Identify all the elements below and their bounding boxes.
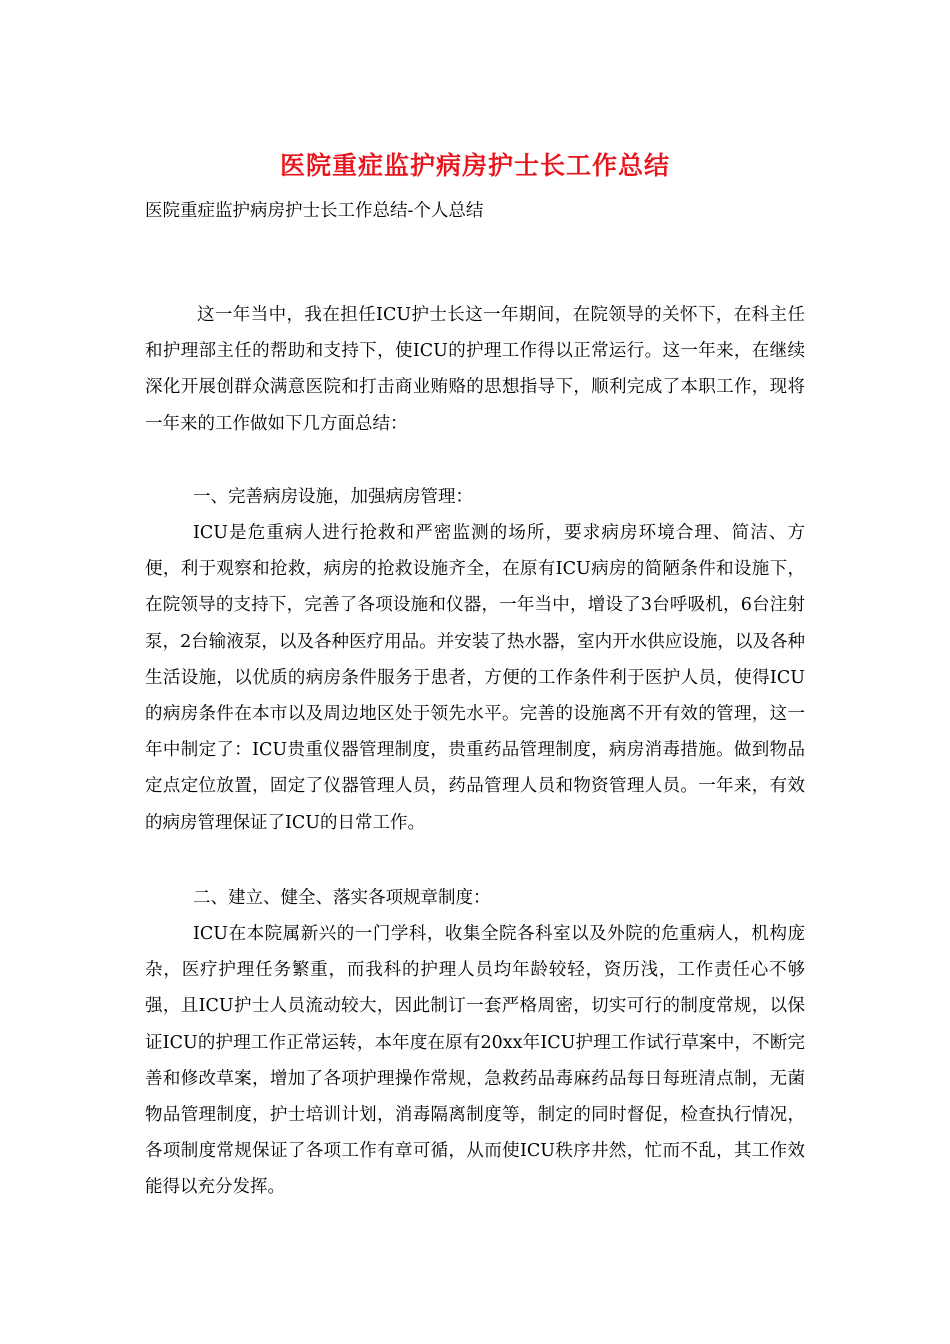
document-subtitle: 医院重症监护病房护士长工作总结-个人总结 xyxy=(145,201,484,221)
section-2-paragraph: ICU在本院属新兴的一门学科，收集全院各科室以及外院的危重病人，机构庞杂，医疗护理任务繁重，而我科的护理人员均年龄较轻，资历浅，工作责任心不够强，且ICU护士人员流动较大，因此制订一套严格周密，切实可行的制度常规，以保证ICU的护理工作正常运转，本年度在原有20xx年ICU护理工作试行草案中，不断完善和修改草案，增加了各项护理操作常规，急救药品毒麻药品每日每班清点制，无菌物品管理制度，护士培训计划，消毒隔离制度等，制定的同时督促，检查执行情况，各项制度常规保证了各项工作有章可循，从而使ICU秩序井然，忙而不乱，其工作效能得以充分发挥。 xyxy=(145,924,805,1198)
intro-paragraph: 这一年当中，我在担任ICU护士长这一年期间，在院领导的关怀下，在科主任和护理部主任的帮助和支持下，使ICU的护理工作得以正常运行。这一年来，在继续深化开展创群众满意医院和打击商业贿赂的思想指导下，顺利完成了本职工作，现将一年来的工作做如下几方面总结： xyxy=(145,305,805,434)
section-1-paragraph: ICU是危重病人进行抢救和严密监测的场所，要求病房环境合理、简洁、方便，利于观察和抢救，病房的抢救设施齐全，在原有ICU病房的简陋条件和设施下，在院领导的支持下，完善了各项设施和仪器，一年当中，增设了3台呼吸机，6台注射泵，2台输液泵，以及各种医疗用品。并安装了热水器，室内开水供应设施，以及各种生活设施，以优质的病房条件服务于患者，方便的工作条件利于医护人员，使得ICU的病房条件在本市以及周边地区处于领先水平。完善的设施离不开有效的管理，这一年中制定了：ICU贵重仪器管理制度，贵重药品管理制度，病房消毒措施。做到物品定点定位放置，固定了仪器管理人员，药品管理人员和物资管理人员。一年来，有效的病房管理保证了ICU的日常工作。 xyxy=(145,523,805,833)
section-1-heading: 一、完善病房设施，加强病房管理： xyxy=(193,487,473,507)
section-2-heading: 二、建立、健全、落实各项规章制度： xyxy=(193,888,491,908)
document-title: 医院重症监护病房护士长工作总结 xyxy=(279,151,670,180)
